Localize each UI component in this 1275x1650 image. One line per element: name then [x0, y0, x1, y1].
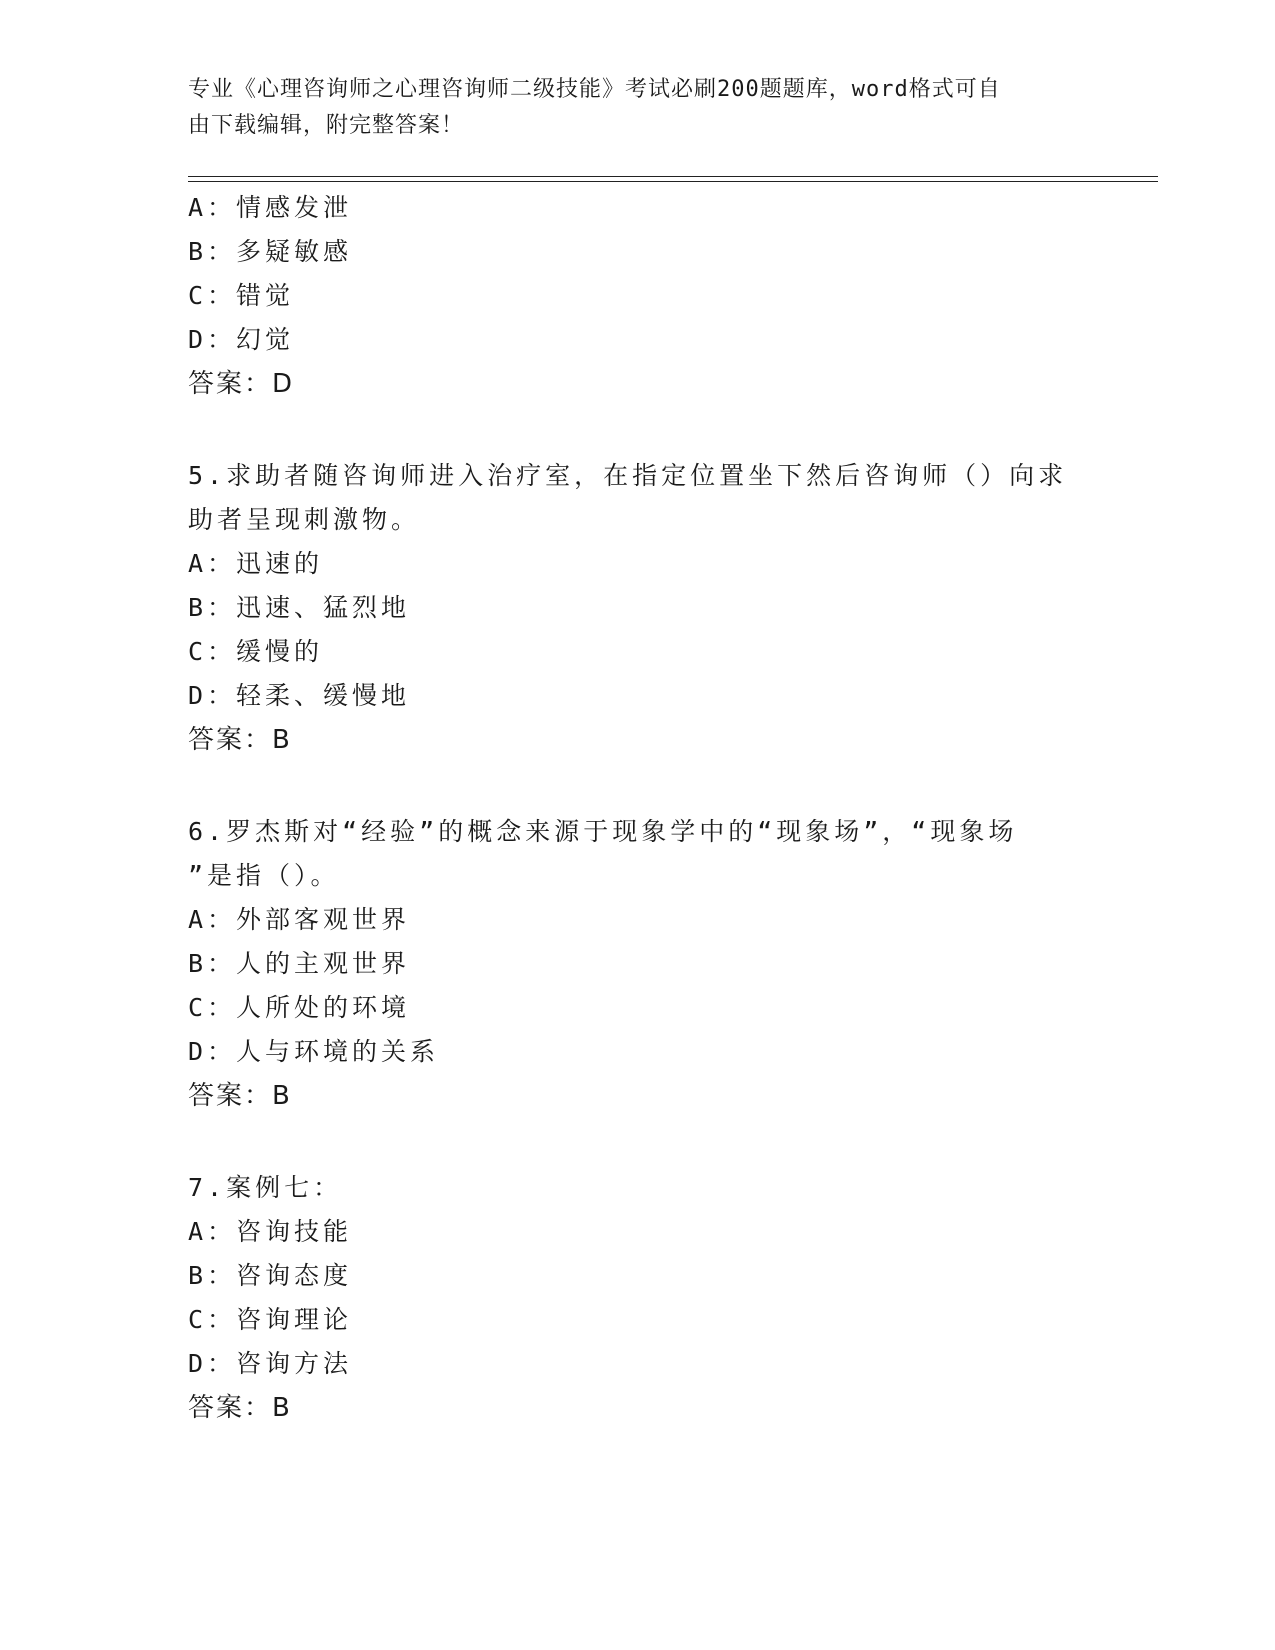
q6-answer: 答案：B	[188, 1081, 292, 1111]
q4-option-c: C：错觉	[188, 281, 295, 310]
q5-option-b: B：迅速、猛烈地	[188, 593, 411, 622]
document-header	[188, 72, 1068, 144]
q7-answer: 答案：B	[188, 1393, 292, 1423]
q4-answer: 答案：D	[188, 369, 295, 399]
q5-answer: 答案：B	[188, 725, 292, 755]
header-divider-top	[188, 176, 1158, 177]
q7-option-c: C：咨询理论	[188, 1305, 353, 1334]
header-divider-bottom	[188, 181, 1158, 182]
header-line-2: 由下载编辑，附完整答案！	[188, 113, 465, 138]
q7-option-d: D：咨询方法	[188, 1349, 353, 1378]
q5-question-line-2: 助者呈现刺激物。	[188, 505, 421, 534]
q4-option-a: A：情感发泄	[188, 193, 353, 222]
q6-option-b: B：人的主观世界	[188, 949, 411, 978]
q6-question-line-1: 6.罗杰斯对“经验”的概念来源于现象学中的“现象场”，“现象场	[188, 817, 1018, 846]
q5-option-a: A：迅速的	[188, 549, 324, 578]
q5-option-c: C：缓慢的	[188, 637, 324, 666]
q6-option-a: A：外部客观世界	[188, 905, 411, 934]
q7-option-a: A：咨询技能	[188, 1217, 353, 1246]
q7-option-b: B：咨询态度	[188, 1261, 353, 1290]
q6-option-d: D：人与环境的关系	[188, 1037, 440, 1066]
q4-option-b: B：多疑敏感	[188, 237, 353, 266]
q6-question-line-2: ”是指（）。	[188, 861, 340, 890]
q6-option-c: C：人所处的环境	[188, 993, 411, 1022]
q7-question-line-1: 7.案例七：	[188, 1173, 343, 1202]
q5-question-line-1: 5.求助者随咨询师进入治疗室，在指定位置坐下然后咨询师（）向求	[188, 461, 1068, 490]
q4-option-d: D：幻觉	[188, 325, 295, 354]
q5-option-d: D：轻柔、缓慢地	[188, 681, 411, 710]
header-line-1: 专业《心理咨询师之心理咨询师二级技能》考试必刷200题题库，word格式可自	[188, 77, 1001, 102]
